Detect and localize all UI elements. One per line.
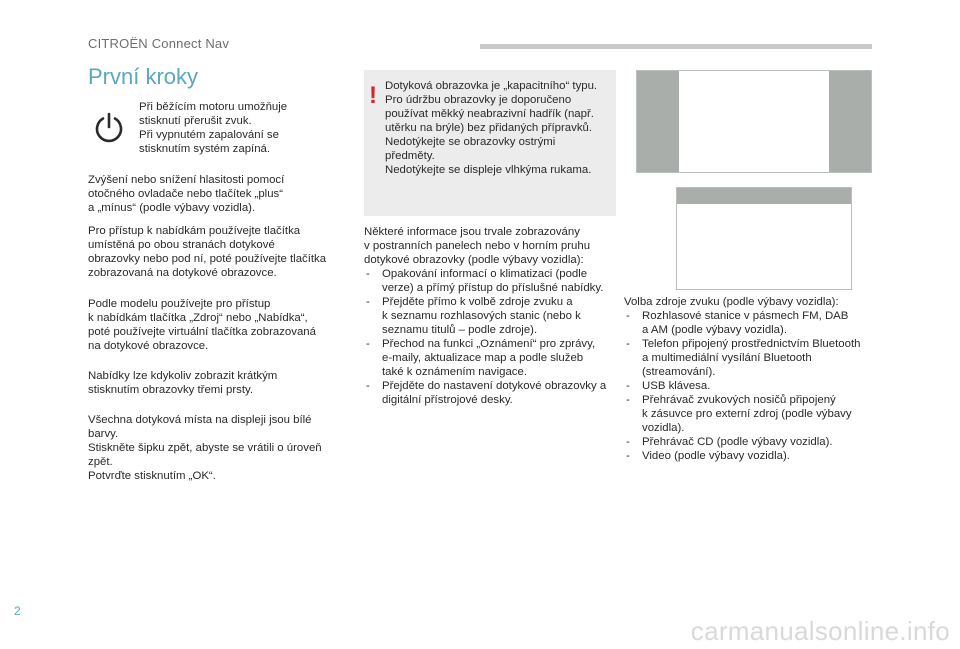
- text-line: Některé informace jsou trvale zobrazovány: [364, 226, 580, 238]
- list-item: [624, 435, 860, 449]
- text-line: a AM (podle výbavy vozidla).: [642, 324, 787, 336]
- list-item: [624, 337, 860, 379]
- text-line: Podle modelu používejte pro přístup: [88, 298, 271, 310]
- text-line: stisknutí přerušit zvuk.: [139, 115, 252, 127]
- text-line: zpět.: [88, 456, 113, 468]
- text-line: Všechna dotyková místa na displeji jsou bílé: [88, 414, 312, 426]
- text-line: poté používejte virtuální tlačítka zobrazovaná: [88, 326, 316, 338]
- watermark: carmanualsonline.info: [690, 616, 950, 646]
- text-line: používat měkký neabrazivní hadřík (např.: [385, 108, 594, 120]
- text-line: umístěná po obou stranách dotykové: [88, 239, 275, 251]
- list-item: [364, 337, 606, 379]
- text-line: verze) a přímý přístup do příslušné nabídky.: [382, 282, 604, 294]
- text-line: e-maily, aktualizace map a podle služeb: [382, 352, 584, 364]
- list-item: [624, 449, 860, 463]
- text-line: Zvýšení nebo snížení hlasitosti pomocí: [88, 174, 285, 186]
- text-line: k nabídkám tlačítka „Zdroj“ nebo „Nabídka“,: [88, 312, 308, 324]
- text-line: Volba zdroje zvuku (podle výbavy vozidla):: [624, 296, 839, 308]
- text-line: Při běžícím motoru umožňuje: [139, 101, 288, 113]
- text-line: seznamu titulů – podle zdroje).: [382, 324, 538, 336]
- screen-layout-top-bar: [676, 187, 852, 290]
- text-line: Nabídky lze kdykoliv zobrazit krátkým: [88, 370, 278, 382]
- text-line: Pro přístup k nabídkám používejte tlačítka: [88, 225, 301, 237]
- list-item: [364, 267, 606, 295]
- text-line: na dotykové obrazovce.: [88, 340, 209, 352]
- info-list: [364, 267, 606, 407]
- text-line: Dotyková obrazovka je „kapacitního“ typu.: [385, 80, 598, 92]
- text-line: digitální přístrojové desky.: [382, 394, 513, 406]
- list-item: [624, 379, 860, 393]
- screen-layout-side-panels: [636, 70, 872, 173]
- left-side-panel: [637, 71, 679, 172]
- list-item: [364, 295, 606, 337]
- volume-paragraph: [88, 173, 284, 215]
- text-line: - Přejděte do nastavení dotykové obrazovky a: [382, 380, 607, 392]
- page-title: První kroky: [88, 64, 199, 89]
- top-bar-panel: [677, 188, 851, 204]
- text-line: také k oznámením navigace.: [382, 366, 527, 378]
- model-paragraph: [88, 297, 316, 353]
- text-line: stisknutím systém zapíná.: [139, 143, 271, 155]
- text-line: stisknutím obrazovky třemi prsty.: [88, 384, 253, 396]
- text-line: Potvrďte stisknutím „OK“.: [88, 470, 216, 482]
- text-line: - Opakování informací o klimatizaci (podle: [382, 268, 588, 280]
- header-title: CITROËN Connect Nav: [88, 36, 230, 51]
- text-line: - Přehrávač zvukových nosičů připojený: [642, 394, 836, 406]
- header-bar: [480, 44, 872, 49]
- text-line: předměty.: [385, 150, 435, 162]
- warning-icon: !: [369, 82, 377, 109]
- text-line: Pro údržbu obrazovky je doporučeno: [385, 94, 572, 106]
- text-line: - Telefon připojený prostřednictvím Bluetooth: [642, 338, 861, 350]
- power-icon: [92, 111, 126, 145]
- text-line: - Přehrávač CD (podle výbavy vozidla).: [642, 436, 833, 448]
- text-line: Nedotýkejte se displeje vlhkýma rukama.: [385, 164, 592, 176]
- source-list: [624, 309, 860, 463]
- text-line: obrazovky nebo pod ní, poté používejte tlačítka: [88, 253, 327, 265]
- power-description: [139, 100, 287, 156]
- text-line: k zásuvce pro externí zdroj (podle výbavy: [642, 408, 852, 420]
- text-line: a „mínus“ (podle výbavy vozidla).: [88, 202, 256, 214]
- info-intro: [364, 225, 590, 267]
- page-number: 2: [14, 604, 21, 618]
- text-line: otočného ovladače nebo tlačítek „plus“: [88, 188, 284, 200]
- text-line: Při vypnutém zapalování se: [139, 129, 279, 141]
- right-side-panel: [829, 71, 871, 172]
- list-item: [624, 393, 860, 435]
- menus-paragraph: [88, 224, 326, 280]
- text-line: - Video (podle výbavy vozidla).: [642, 450, 790, 462]
- text-line: barvy.: [88, 428, 119, 440]
- text-line: utěrku na brýle) bez přidaných přípravků.: [385, 122, 593, 134]
- text-line: vozidla).: [642, 422, 685, 434]
- text-line: - Přejděte přímo k volbě zdroje zvuku a: [382, 296, 573, 308]
- text-line: v postranních panelech nebo v horním pruhu: [364, 240, 591, 252]
- text-line: - Přechod na funkci „Oznámení“ pro zprávy,: [382, 338, 596, 350]
- text-line: k seznamu rozhlasových stanic (nebo k: [382, 310, 581, 322]
- text-line: - USB klávesa.: [642, 380, 711, 392]
- text-line: zobrazovaná na dotykové obrazovce.: [88, 267, 277, 279]
- text-line: - Rozhlasové stanice v pásmech FM, DAB: [642, 310, 849, 322]
- source-intro: [624, 295, 839, 309]
- list-item: [364, 379, 606, 407]
- touch-areas-paragraph: [88, 413, 322, 483]
- text-line: Stiskněte šipku zpět, abyste se vrátili o úroveň: [88, 442, 322, 454]
- list-item: [624, 309, 860, 337]
- text-line: (streamování).: [642, 366, 716, 378]
- three-finger-paragraph: [88, 369, 277, 397]
- text-line: Nedotýkejte se obrazovky ostrými: [385, 136, 556, 148]
- text-line: a multimediální vysílání Bluetooth: [642, 352, 812, 364]
- text-line: dotykové obrazovky (podle výbavy vozidla):: [364, 254, 584, 266]
- warning-text: [385, 79, 597, 177]
